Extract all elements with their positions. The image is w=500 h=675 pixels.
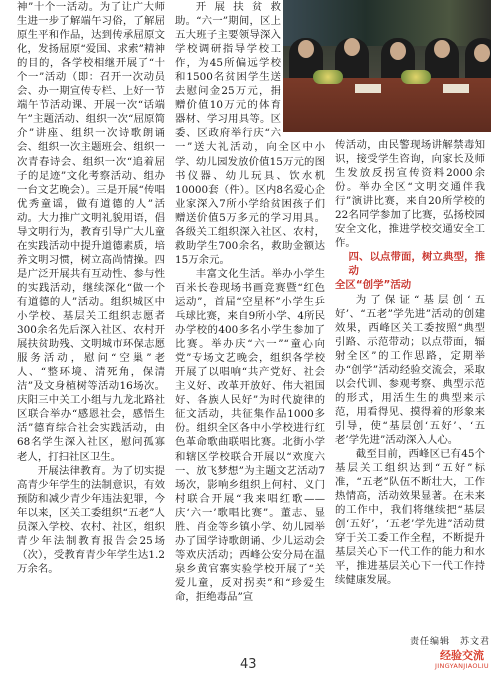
logo-subtitle: JINGYANJIAOLIU (435, 662, 489, 670)
paragraph: 开展扶贫救助。“六一”期间，区上五大班子主要领导深入学校调研指导学校工作，为45所偏远学校和1500名贫困学生送去慰问金25万元，捐赠价值10万元的体育器材、学习用具等。区委、区政府举行庆“六一”送大礼活动，向全区中小学、幼儿园发放价值15万元的图书仪器、幼儿玩具、饮水机10000套（件）。区内8名爱心企业家深入7所小学给贫困孩子们赠送价值5万多元的学习用具。各级关工组织深入社区、农村，救助学生700余名，救助金额达15万余元。 (175, 1, 325, 266)
section-heading (335, 250, 485, 292)
paragraph: 神”十个一活动。为了让广大师生进一步了解端午习俗，了解屈原生平和作品，达到传承屈原文化，发扬屈原“爱国、求索”精神的目的，各学校相继开展了“十个一”活动（即：召开一次动员会、办一期宣传专栏、上好一节端午节活动课、开展一次“话端午”主题活动、组织一次“屈原简介”讲座、组织一次诗歌朗诵会、组织一次主题班会、组织一次青春诗会、组织一次“追着屈子的足迹”文化考察活动、组办一台文艺晚会）。三是开展“传唱优秀童谣，做有道德的人”活动。大力推广文明礼貌用语，倡导文明行为，教育引导广大儿童在实践活动中提升道德素质，培养文明习惯，树立高尚情操。四是广泛开展共有互动性、参与性的实践活动，继续深化“做一个有道德的人”活动。组织城区中小学校、基层关工组织志愿者300余名先后深入社区、农村开展扶贫助残、文明城市环保志愿服务活动，慰问“空巢”老人、“整环境、清死角，保清洁”及文身植树等活动16场次。庆阳三中关工小组与九龙北路社区联合举办“感恩社会，感悟生活”德育综合社会实践活动，由68名学生深入社区，慰问孤寡老人，打扫社区卫生。 (17, 1, 165, 463)
section-heading-line: 全区“创学”活动 (335, 279, 412, 292)
section-logo (432, 650, 492, 671)
paragraph: 传活动，由民警现场讲解禁毒知识，接受学生咨询，向家长及师生发放反拐宣传资料2000余份。举办全区“文明交通伴我行”演讲比赛，来自20所学校的22名同学参加了比赛，弘扬校园安全文化，推进学校交通安全工作。 (335, 139, 485, 250)
page-number: 43 (240, 657, 257, 672)
editor-signature: 责任编辑 苏文君 (410, 637, 491, 647)
paragraph: 截至目前，西峰区已有45个基层关工组织达到“五好”标准，“五老”队伍不断壮大，工作热情高，活动效果显著。在未来的工作中，我们将继续把“基层创‘五好’，‘五老’学先进”活动贯穿于关工委工作全程，不断提升基层关心下一代工作的能力和水平，推进基层关心下一代工作持续健康发展。 (335, 448, 485, 587)
section-heading-line: 四、以点带面，树立典型，推动 (348, 251, 485, 278)
paragraph: 为了保证“基层创‘五好’、“五老”学先进”活动的创建效果，西峰区关工委按照“典型引路、示范带动；以点带面，辐射全区”的工作思路，定期举办“创学”活动经验交流会，采取以会代训、参观考察、典型示范的形式，用活生生的典型来示范，用看得见、摸得着的形象来引导，使“基层创‘五好’、‘五老’学先进”活动深入人心。 (335, 293, 485, 446)
column-right (335, 138, 485, 588)
paragraph: 开展法律教育。为了切实提高青少年学生的法制意识，有效预防和减少青少年违法犯罪，今年以来，区关工委组织“五老”人员深入学校、农村、社区，组织青少年法制教育报告会25场（次），受教育青少年学生达1.2万余名。 (17, 464, 165, 575)
column-left (17, 0, 165, 576)
logo-title: 经验交流 (440, 649, 484, 662)
paragraph: 丰富文化生活。举办小学生百米长卷现场书画竞赛暨“红色运动”，首届“空星杯”小学生乒乓球比赛，来自9所小学、4所民办学校的400多名小学生参加了比赛。举办庆“六一”“童心向党”专场文艺晚会，组织各学校开展了以唱响“共产党好、社会主义好、改革开放好、伟大祖国好、各族人民好”为时代旋律的征文活动，共征集作品1000多份。组织全区各中小学校进行红色革命歌曲联唱比赛。北街小学和辖区学校联合开展以“欢度六一、放飞梦想”为主题文艺活动7场次，影响乡组织上何村、义门村联合开展“我来唱红歌——庆‘六一’歌唱比赛”。董志、显胜、肖金等乡镇小学、幼儿园举办了国学诗歌朗诵、少儿运动会等欢庆活动；西峰公安分局在温泉乡黄官寨实验学校开展了“关爱儿童，反对拐卖”和“珍爱生命，拒绝毒品”宣 (175, 267, 325, 603)
meeting-photo (283, 0, 491, 132)
